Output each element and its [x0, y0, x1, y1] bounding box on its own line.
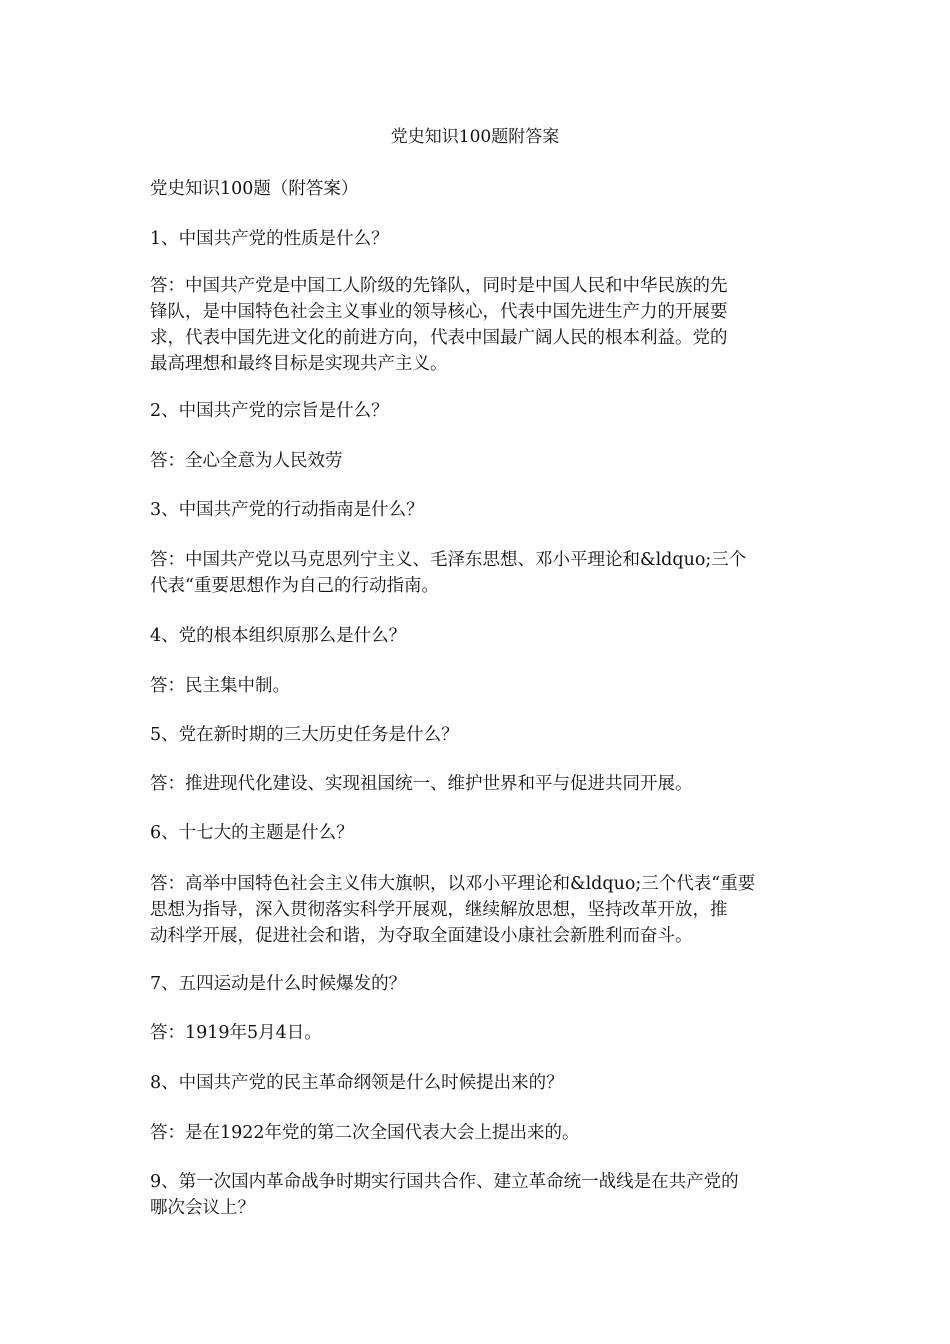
answer-3: 答：中国共产党以马克思列宁主义、毛泽东思想、邓小平理论和&ldquo;三个 代表“重要思想作为自己的行动指南。: [150, 550, 747, 596]
answer-1: 答：中国共产党是中国工人阶级的先锋队，同时是中国人民和中华民族的先 锋队，是中国特色社会主义事业的领导核心，代表中国先进生产力的开展要 求，代表中国先进文化的前进方向，代表中国最广阔人民的根本利益。党的 最高理想和最终目标是实现共产主义。: [150, 276, 728, 374]
answer-2: 答：全心全意为人民效劳: [150, 451, 343, 471]
answer-6: 答：高举中国特色社会主义伟大旗帜，以邓小平理论和&ldquo;三个代表“重要 思想为指导，深入贯彻落实科学开展观，继续解放思想，坚持改革开放，推 动科学开展，促进社会和谐，为夺取全面建设小康社会新胜利而奋斗。: [150, 874, 756, 946]
document-title: 党史知识100题附答案: [390, 127, 560, 147]
question-1: 1、中国共产党的性质是什么？: [150, 229, 389, 249]
document-subtitle: 党史知识100题（附答案）: [150, 179, 359, 199]
question-5: 5、党在新时期的三大历史任务是什么？: [150, 725, 459, 745]
question-4: 4、党的根本组织原那么是什么？: [150, 626, 407, 646]
question-9: 9、第一次国内革命战争时期实行国共合作、建立革命统一战线是在共产党的 哪次会议上？: [150, 1172, 739, 1218]
answer-4: 答：民主集中制。: [150, 676, 290, 696]
question-6: 6、十七大的主题是什么？: [150, 823, 354, 843]
answer-7: 答：1919年5月4日。: [150, 1023, 322, 1043]
question-7: 7、五四运动是什么时候爆发的？: [150, 974, 407, 994]
question-2: 2、中国共产党的宗旨是什么？: [150, 401, 389, 421]
question-3: 3、中国共产党的行动指南是什么？: [150, 500, 424, 520]
question-8: 8、中国共产党的民主革命纲领是什么时候提出来的？: [150, 1073, 564, 1093]
answer-8: 答：是在1922年党的第二次全国代表大会上提出来的。: [150, 1123, 580, 1143]
answer-5: 答：推进现代化建设、实现祖国统一、维护世界和平与促进共同开展。: [150, 774, 693, 794]
